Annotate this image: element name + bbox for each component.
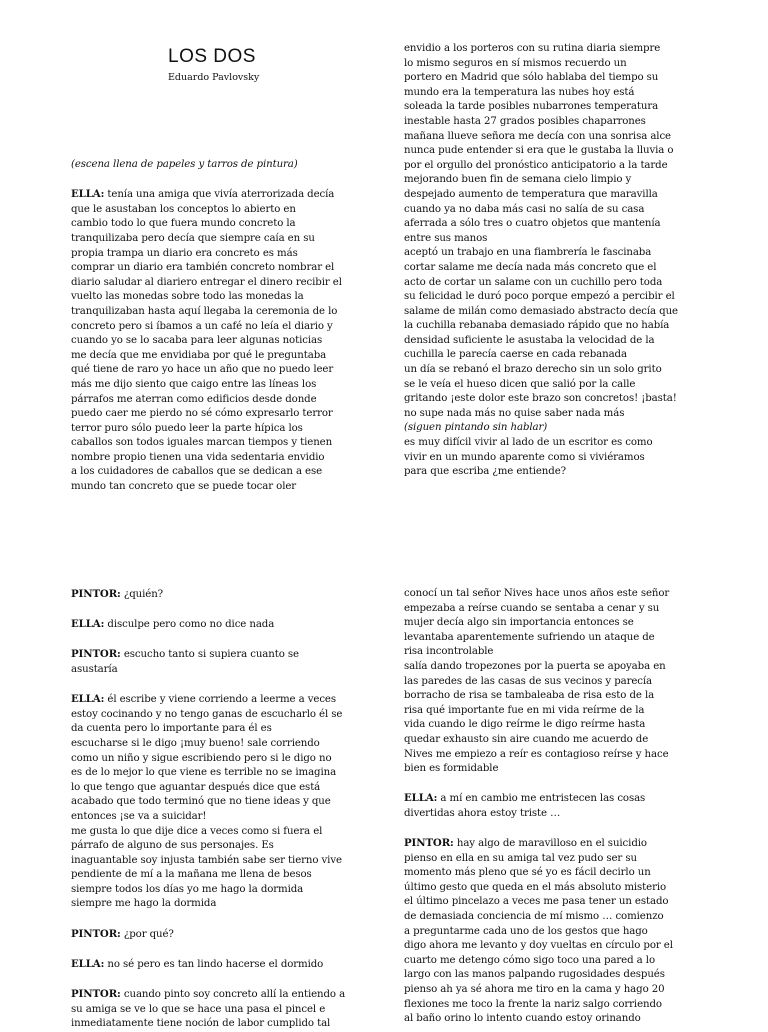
speech-pintor bbox=[71, 987, 371, 1032]
stage-direction: (escena llena de papeles y tarros de pintura) bbox=[71, 159, 298, 170]
speech-ella bbox=[71, 617, 371, 633]
speaker-label: ELLA: bbox=[71, 693, 105, 706]
speech-ella bbox=[71, 187, 371, 494]
page2-left-column bbox=[71, 587, 371, 1032]
speech-text: disculpe pero como no dice nada bbox=[104, 619, 275, 631]
speaker-label: PINTOR: bbox=[71, 988, 121, 1001]
page1-right-column bbox=[404, 42, 704, 480]
speech-pintor bbox=[71, 647, 371, 677]
paragraph: envidio a los porteros con su rutina diaria siempre lo mismo seguros en sí mismos recuerdo un portero en Madrid que sólo hablaba del tiempo su mundo era la temperatura las nubes hoy está soleada la tarde posibles nubarrones temperatura inestable hasta 27 grados posibles chaparrones mañana llueve señora me decía con una sonrisa alce nunca pude entender si era que le gustaba la lluvia o por el orgullo del pronóstico anticipatorio a la tarde mejorando buen fin de semana cielo limpio y despejado aumento de temperatura que maravilla cuando ya no daba más casi no salía de su casa aferrada a sólo tres o cuatro objetos que mantenía entre sus manos aceptó un trabajo en una fiambrería le fascinaba cortar salame me decía nada más concreto que el acto de cortar un salame con un cuchillo pero toda su felicidad le duró poco porque empezó a percibir el salame de milán como demasiado abstracto decía que la cuchilla rebanaba demasiado rápido que no había densidad suficiente le asustaba la velocidad de la cuchilla le parecía caerse en cada rebanada un día se rebanó el brazo derecho sin un solo grito se le veía el hueso dicen que salió por la calle gritando ¡este dolor este brazo son concretos! ¡basta! no supe nada más no quise saber nada más bbox=[404, 43, 678, 419]
speech-ella bbox=[404, 791, 704, 821]
speaker-label: ELLA: bbox=[71, 188, 105, 201]
speaker-label: ELLA: bbox=[71, 957, 105, 970]
speech-ella bbox=[71, 692, 371, 912]
speech-pintor bbox=[71, 587, 371, 603]
speech-text: a mí en cambio me entristecen las cosas divertidas ahora estoy triste … bbox=[404, 793, 646, 819]
speaker-label: ELLA: bbox=[404, 792, 438, 805]
paragraph: conocí un tal señor Nives hace unos años este señor empezaba a reírse cuando se sentaba a cenar y su mujer decía algo sin importancia entonces se levantaba aparentemente sufriendo un ataque de risa incontrolable salía dando tropezones por la puerta se apoyaba en las paredes de las casas de sus vecinos y parecía borracho de risa se tambaleaba de risa esto de la risa qué importante fue en mi vida reírme de la vida cuando le digo reírme le digo reírme hasta quedar exhausto sin aire cuando me acuerdo de Nives me empiezo a reír es contagioso reírse y hace bien es formidable bbox=[404, 588, 670, 775]
speech-text: hay algo de maravilloso en el suicidio pienso en ella en su amiga tal vez pudo ser su momento más pleno que sé yo es fácil decirlo un último gesto que queda en el más absoluto misterio el último pincelazo a veces me pasa tener un estado de demasiada conciencia de mí mismo … comienzo a preguntarme cada uno de los gestos que hago digo ahora me levanto y doy vueltas en círculo por el cuarto me detengo cómo sigo toco una pared a lo largo con las manos palpando rugosidades después pienso ah ya sé ahora me tiro en la cama y hago 20 flexiones me toco la frente la nariz salgo corriendo al baño orino lo intento cuando estoy orinando bbox=[404, 838, 673, 1025]
speech-text: cuando pinto soy concreto allí la entiendo a su amiga se ve lo que se hace una pasa el pincel e inmediatamente tiene noción de labor cumplido tal bbox=[71, 989, 346, 1030]
speech-text: tenía una amiga que vivía aterrorizada decía que le asustaban los conceptos lo abierto en cambio todo lo que fuera mundo concreto la tranquilizaba pero decía que siempre caía en su propia trampa un diario era concreto es más comprar un diario era también concreto nombrar el diario saludar al diariero entregar el dinero recibir el vuelto las monedas sobre todo las monedas la tranquilizaban hasta aquí llegaba la ceremonia de lo concreto pero si íbamos a un café no leía el diario y cuando yo se lo sacaba para leer algunas noticias me decía que me envidiaba por qué le preguntaba qué tiene de raro yo hace un año que no puedo leer más me dijo siento que caigo entre las líneas los párrafos me aterran como edificios desde donde puedo caer me pierdo no sé cómo expresarlo terror terror puro sólo puedo leer la parte hípica los caballos son todos iguales marcan tiempos y tienen nombre propio tienen una vida sedentaria envidio a los cuidadores de caballos que se dedican a ese mundo tan concreto que se puede tocar oler bbox=[71, 189, 342, 493]
speech-text: ¿quién? bbox=[120, 589, 164, 600]
speaker-label: PINTOR: bbox=[71, 588, 121, 600]
speech-ella bbox=[71, 957, 371, 973]
document-author: Eduardo Pavlovsky bbox=[168, 72, 260, 83]
speech-text: escucho tanto si supiera cuanto se asustaría bbox=[71, 649, 299, 675]
speech-pintor bbox=[404, 836, 704, 1027]
speech-text: ¿por qué? bbox=[120, 928, 174, 940]
speaker-label: PINTOR: bbox=[71, 648, 121, 661]
page1-left-column bbox=[71, 158, 371, 495]
document-title: LOS DOS bbox=[168, 46, 256, 67]
speech-text: él escribe y viene corriendo a leerme a veces estoy cocinando y no tengo ganas de escucharlo él se da cuenta pero lo importante para él es escucharse si le digo ¡muy bueno! sale corriendo como un niño y sigue escribiendo pero si le digo no es de lo mejor lo que viene es terrible no se imagina lo que tengo que aguantar después dice que está acabado que todo terminó que no tiene ideas y que entonces ¡se va a suicidar! me gusta lo que dije dice a veces como si fuera el párrafo de alguno de sus personajes. Es inaguantable soy injusta también sabe ser tierno vive pendiente de mí a la mañana me llena de besos siempre todos los días yo me hago la dormida siempre me hago la dormida bbox=[71, 694, 343, 910]
stage-direction: (siguen pintando sin hablar) bbox=[404, 422, 548, 434]
speech-text: no sé pero es tan lindo hacerse el dormido bbox=[104, 958, 324, 970]
speaker-label: PINTOR: bbox=[404, 837, 454, 850]
speech-pintor bbox=[71, 927, 371, 943]
page2-right-column bbox=[404, 587, 704, 1027]
speaker-label: PINTOR: bbox=[71, 927, 121, 940]
speaker-label: ELLA: bbox=[71, 618, 105, 631]
paragraph: es muy difícil vivir al lado de un escritor es como vivir en un mundo aparente como si viviéramos para que escriba ¿me entiende? bbox=[404, 437, 653, 478]
